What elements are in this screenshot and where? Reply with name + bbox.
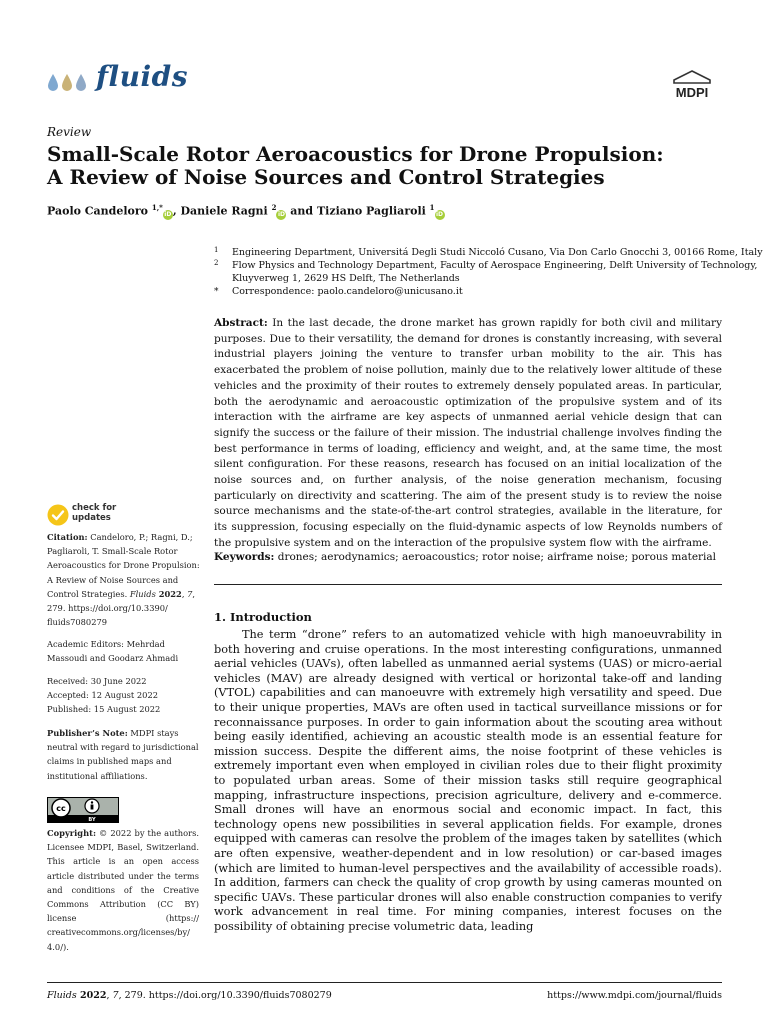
author-affiliation-mark: 1	[429, 203, 435, 212]
author-affiliation-mark: 2	[271, 203, 277, 212]
svg-text:cc: cc	[56, 804, 66, 813]
check-updates-label	[72, 503, 116, 523]
citation-block	[47, 530, 201, 629]
footer-sep: ,	[106, 990, 113, 1001]
correspondence-email[interactable]: Correspondence: paolo.candeloro@unicusano.it	[232, 286, 463, 297]
three-droplets-icon	[47, 72, 89, 94]
affiliation-text: Kluyverweg 1, 2629 HS Delft, The Netherlands	[232, 273, 460, 284]
cc-by-label: BY	[88, 817, 96, 823]
author-separator: ,	[172, 204, 181, 218]
citation-text: ,	[181, 588, 188, 599]
journal-url-link[interactable]: https://www.mdpi.com/journal/fluids	[547, 990, 722, 1001]
author-name[interactable]: Paolo Candeloro	[47, 204, 149, 218]
keywords-label: Keywords:	[214, 551, 275, 563]
article-type: Review	[47, 125, 92, 139]
academic-editors: Academic Editors: Mehrdad Massoudi and Goodarz Ahmadi	[47, 639, 179, 664]
keywords	[214, 550, 722, 564]
author-separator: and	[286, 204, 317, 218]
section-divider	[214, 584, 722, 585]
copyright-label: Copyright:	[47, 828, 97, 838]
check-updates-line: check for	[72, 503, 117, 513]
citation-text: Candeloro, P.; Ragni, D.; Pagliaroli, T. Small-Scale Rotor Aeroacoustics for Drone Propulsion: A Review of Noise Sources and Control Strategies.	[47, 532, 200, 599]
check-updates-line: updates	[72, 513, 111, 523]
keywords-text: drones; aerodynamics; aeroacoustics; rotor noise; airframe noise; porous material	[274, 551, 717, 563]
copyright-notice	[47, 826, 199, 954]
intro-text: The term “drone” refers to an automatized vehicle with high manoeuvrability in both hovering and cruise operations. In the most interesting configurations, unmanned aerial vehicles (UAVs), often labelled as unmanned aerial systems (UAS) or micro-aerial vehicles (MAV) are already designed with vertical or horizontal take-off and landing (VTOL) capabilities and can manoeuvre with extremely high versatility and speed. Due to their unique properties, MAVs are often used in tactical surveillance missions or for reconnaissance purposes. In order to gain information about the scouting area without being easily identified, achieving an acoustic stealth mode is an essential feature for mission success. Despite the different aims, the noise footprint of these vehicles is extremely important even when employed in civilian roles due to their flight proximity to populated urban areas. Some of their mission tasks still require geographical mapping, infrastructure inspections, precision agriculture, delivery and e-commerce. Small drones will have an enormous social and economic impact. In fact, this technology opens new possibilities in several application fields. For example, drones equipped with cameras can resolve the problem of the images taken by satellites (which are often expensive, weather-dependent and in low resolution) or car-based images (which are limited to human-level perspectives and the availability of accessible roads). In addition, farmers can check the quality of crop growth by using cameras mounted on specific UAVs. These particular drones will also enable construction companies to verify work advancement in real time. For mining companies, interest focuses on the possibility of obtaining precise volumetric data, leading	[214, 628, 722, 933]
title-line-1: Small-Scale Rotor Aeroacoustics for Drone Propulsion:	[47, 142, 664, 166]
journal-name: fluids	[96, 60, 189, 93]
footer-divider	[47, 982, 722, 983]
abstract	[214, 316, 722, 552]
check-for-updates-button[interactable]	[47, 503, 147, 529]
publication-dates	[47, 674, 201, 717]
published-date: Published: 15 August 2022	[47, 704, 161, 715]
footer-doi-link[interactable]: , 279. https://doi.org/10.3390/fluids7080279	[118, 990, 332, 1001]
intro-paragraph	[214, 628, 722, 934]
abstract-label: Abstract:	[214, 317, 268, 329]
affiliation-text: Engineering Department, Universitá Degli Studi Niccoló Cusano, Via Don Carlo Gnocchi 3, 00166 Rome, Italy	[232, 247, 763, 258]
publisher-note	[47, 726, 201, 783]
citation-doi-link[interactable]: , 279. https://doi.org/10.3390/ fluids7080279	[47, 588, 196, 628]
mdpi-logo	[666, 70, 718, 104]
mdpi-logo-text: MDPI	[675, 85, 709, 100]
article-title	[47, 143, 727, 189]
section-heading: 1. Introduction	[214, 610, 312, 624]
footer-volume: 7	[112, 990, 119, 1001]
check-badge-icon	[47, 504, 69, 526]
footer-journal: Fluids	[47, 990, 77, 1001]
footer-year: 2022	[76, 990, 107, 1001]
citation-label: Citation:	[47, 532, 88, 542]
orcid-icon[interactable]: iD	[277, 210, 285, 218]
title-line-2: A Review of Noise Sources and Control Strategies	[47, 165, 605, 189]
cc-by-license-icon[interactable]	[47, 797, 119, 823]
author-name[interactable]: Daniele Ragni	[180, 204, 268, 218]
citation-year: 2022	[155, 588, 182, 599]
author-name[interactable]: Tiziano Pagliaroli	[316, 204, 426, 218]
abstract-text: In the last decade, the drone market has grown rapidly for both civil and military purposes. Due to their versatility, the demand for drones is constantly increasing, with several industrial players joining the venture to transfer urban mobility to the air. This has exacerbated the problem of noise pollution, mainly due to the relatively lower altitude of these vehicles and the proximity of their routes to extremely densely populated areas. In particular, both the aerodynamic and aeroacoustic optimization of the propulsive system and of its interaction with the airframe are key aspects of unmanned aerial vehicle design that can signify the success or the failure of their mission. The industrial challenge involves finding the best performance in terms of loading, efficiency and weight, and, at the same time, the most silent configuration. For these reasons, research has focused on an initial localization of the noise sources and, on further analysis, of the noise generation mechanism, focusing particularly on directivity and scattering. The aim of the present study is to review the noise source mechanisms and the state-of-the-art control strategies, available in the literature, for its suppression, focusing especially on the fluid-dynamic aspects of low Reynolds numbers of the propulsive system and on the interaction of the propulsive system flow with the airframe.	[214, 317, 722, 549]
citation-volume: 7	[187, 588, 193, 599]
affiliation-text: Flow Physics and Technology Department, Faculty of Aerospace Engineering, Delft University of Technology,	[232, 260, 758, 271]
copyright-text: © 2022 by the authors. Licensee MDPI, Basel, Switzerland. This article is an open access article distributed under the terms and conditions of the Creative Commons Attribution (CC BY) license (https:// creativecommons.org/licenses/by/ 4.0/).	[47, 828, 199, 952]
citation-journal: Fluids	[129, 588, 156, 599]
received-date: Received: 30 June 2022	[47, 676, 147, 686]
affiliation-mark: 2	[214, 259, 219, 267]
orcid-icon[interactable]: iD	[164, 210, 172, 218]
affiliation-mark: *	[214, 287, 219, 297]
author-affiliation-mark: 1,*	[151, 203, 163, 212]
orcid-icon[interactable]: iD	[436, 210, 444, 218]
publisher-note-label: Publisher’s Note:	[47, 728, 128, 738]
footer-citation	[47, 990, 332, 1001]
accepted-date: Accepted: 12 August 2022	[47, 690, 159, 701]
publisher-note-text: MDPI stays neutral with regard to jurisdictional claims in published maps and institutional affiliations.	[47, 728, 199, 781]
affiliation-mark: 1	[214, 246, 219, 254]
author-list	[47, 203, 445, 220]
